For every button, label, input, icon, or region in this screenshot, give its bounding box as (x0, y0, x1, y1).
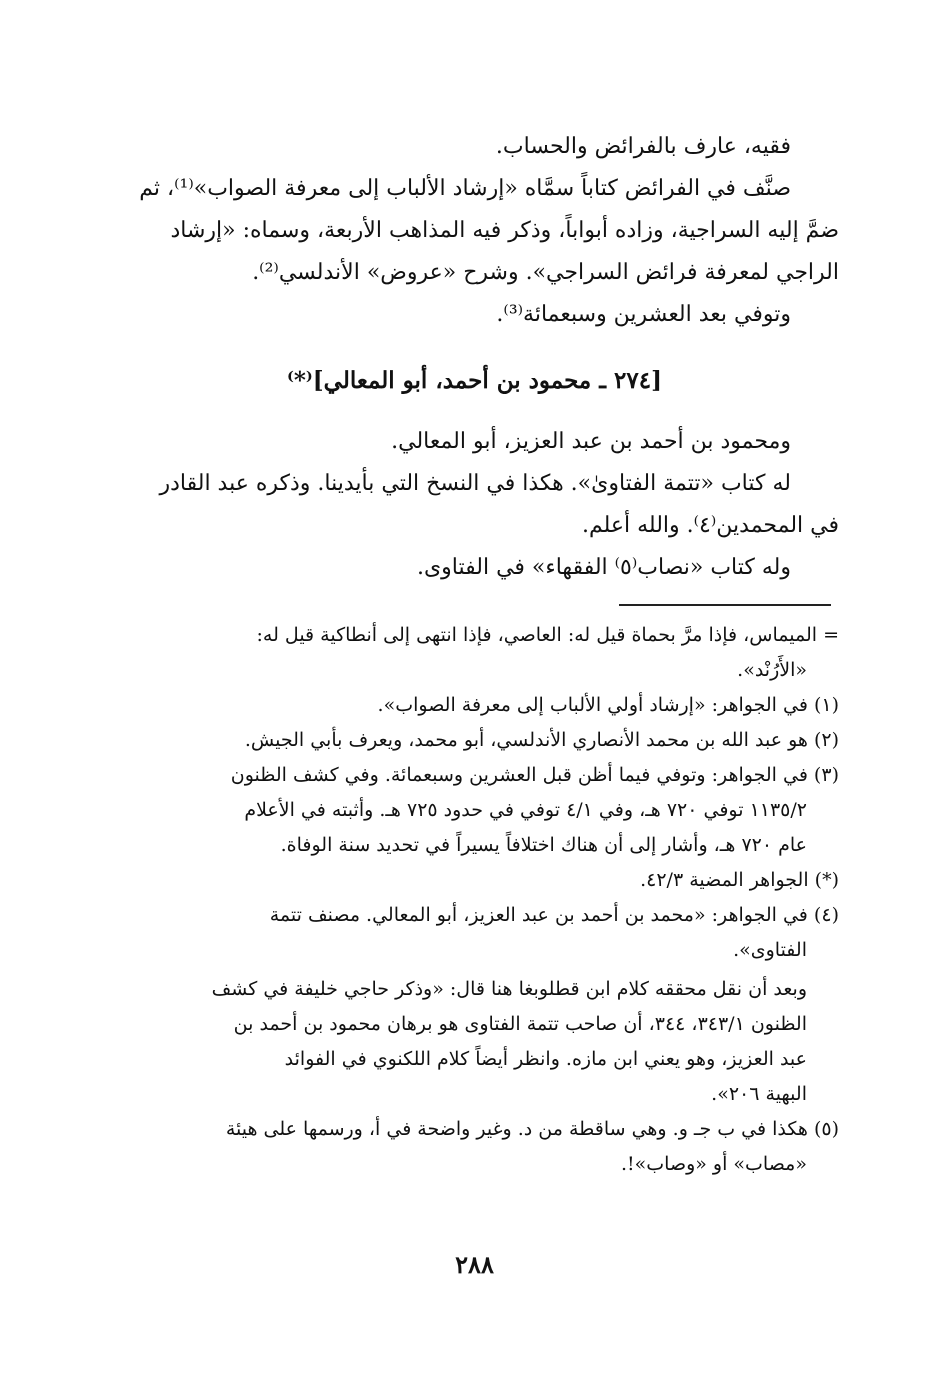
footnote-line: (٥) هكذا في ب جـ و. وهي ساقطة من د. وغير واضحة في أ، ورسمها على هيئة (225, 1118, 839, 1140)
entry-text (114, 421, 839, 589)
footnote-1 (114, 688, 839, 723)
footnote-4 (114, 898, 839, 968)
main-line: الراجي لمعرفة فرائض السراجي». وشرح «عروض» الأندلسي⁽²⁾. (252, 260, 839, 285)
main-text (114, 126, 839, 336)
page-number: ٢٨٨ (455, 1250, 494, 1279)
main-line: فقيه، عارف بالفرائض والحساب. (495, 134, 791, 159)
entry-line: ومحمود بن أحمد بن عبد العزيز، أبو المعالي. (391, 429, 791, 454)
entry-line: له كتاب «تتمة الفتاوىٰ». هكذا في النسخ التي بأيدينا. وذكره عبد القادر (159, 471, 791, 496)
footnote-line: ١١٣٥/٢ توفي ٧٢٠ هـ، وفي ٤/١ توفي في حدود ٧٢٥ هـ. وأثبته في الأعلام (244, 799, 807, 821)
footnote-line: «الأَرُنْد». (737, 659, 807, 681)
footnote-continuation (114, 618, 839, 688)
footnote-2 (114, 723, 839, 758)
footnote-line: الظنون ٣٤٣/١، ٣٤٤، أن صاحب تتمة الفتاوى هو برهان محمود بن أحمد بن (233, 1013, 807, 1035)
footnote-line: وبعد أن نقل محققه كلام ابن قطلوبغا هنا قال: «وذكر حاجي خليفة في كشف (211, 978, 807, 1000)
footnote-line: البهية ٢٠٦». (711, 1083, 807, 1105)
footnote-star (114, 863, 839, 898)
footnote-3 (114, 758, 839, 863)
footnote-line: (١) في الجواهر: «إرشاد أولي الألباب إلى معرفة الصواب». (377, 694, 839, 716)
footnote-line: (٢) هو عبد الله بن محمد الأنصاري الأندلسي، أبو محمد، ويعرف بأبي الجيش. (244, 729, 839, 751)
footnote-line: «مصاب» أو «وصاب»!. (620, 1153, 807, 1175)
entry-heading: [٢٧٤ ـ محمود بن أحمد، أبو المعالي]⁽*⁾ (287, 367, 662, 394)
footnote-4-paragraph (114, 972, 839, 1112)
footnote-line: الفتاوى». (733, 939, 807, 961)
entry-line: وله كتاب «نصاب⁽٥⁾ الفقهاء» في الفتاوى. (416, 555, 791, 580)
footnote-line: (*) الجواهر المضية ٤٢/٣. (640, 869, 839, 891)
footnote-5 (114, 1112, 839, 1182)
main-line: ضمَّ إليه السراجية، وزاده أبواباً، وذكر فيه المذاهب الأربعة، وسماه: «إرشاد (170, 218, 839, 243)
footnote-line: عبد العزيز، وهو يعني ابن مازه. وانظر أيضاً كلام اللكنوي في الفوائد (284, 1048, 807, 1070)
footnote-line: (٤) في الجواهر: «محمد بن أحمد بن عبد العزيز، أبو المعالي. مصنف تتمة (269, 904, 839, 926)
entry-line: في المحمدين⁽٤⁾. والله أعلم. (581, 513, 839, 538)
footnote-divider (619, 604, 831, 606)
footnote-line: = الميماس، فإذا مرَّ بحماة قيل له: العاصي، فإذا انتهى إلى أنطاكية قيل له: (256, 624, 839, 646)
footnotes (114, 618, 839, 1182)
footnote-line: (٣) في الجواهر: وتوفي فيما أظن قبل العشرين وسبعمائة. وفي كشف الظنون (230, 764, 839, 786)
main-line: وتوفي بعد العشرين وسبعمائة⁽³⁾. (496, 302, 791, 327)
main-line: صنَّف في الفرائض كتاباً سمَّاه «إرشاد الألباب إلى معرفة الصواب»⁽¹⁾، ثم (139, 176, 791, 201)
footnote-line: عام ٧٢٠ هـ، وأشار إلى أن هناك اختلافاً يسيراً في تحديد سنة الوفاة. (280, 834, 807, 856)
